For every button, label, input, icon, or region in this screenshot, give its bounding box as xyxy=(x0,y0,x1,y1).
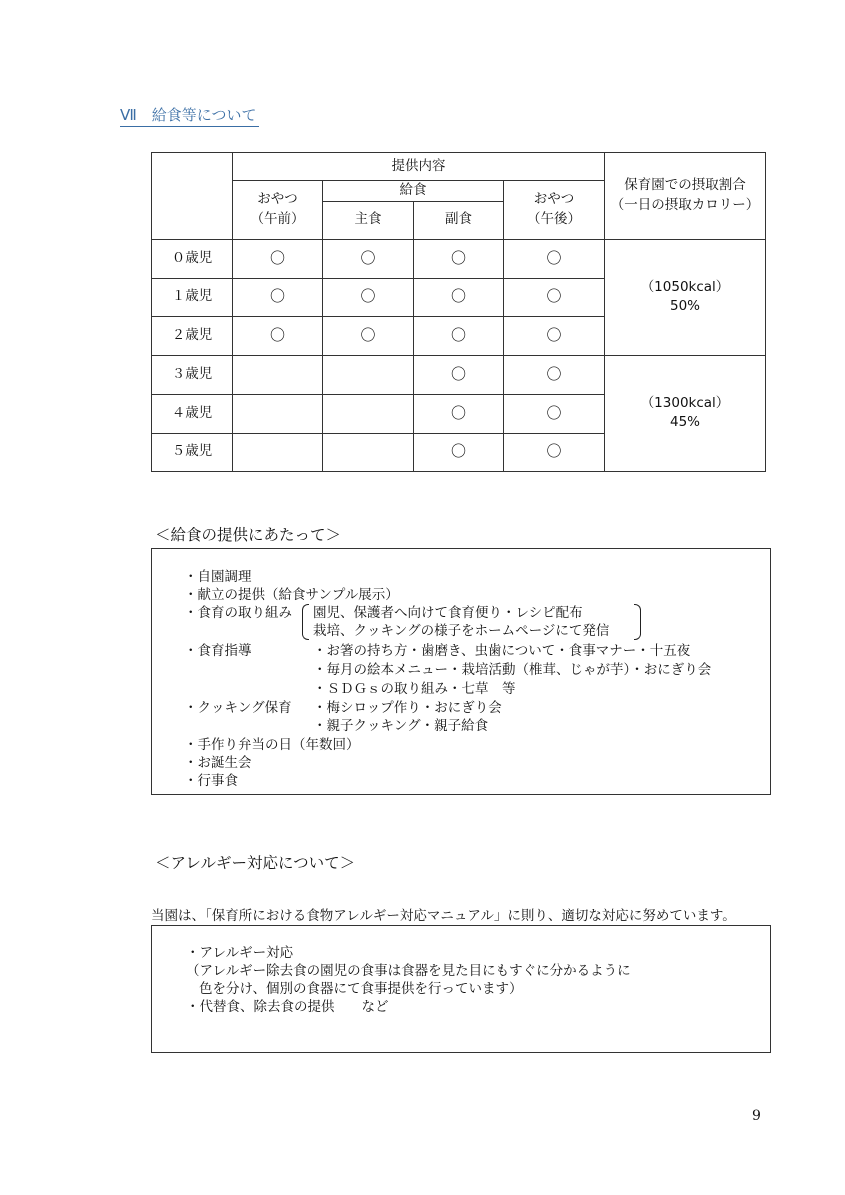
allergy-item-response: ・アレルギー対応 xyxy=(186,945,294,961)
section-heading xyxy=(120,104,259,127)
mark-cell: 〇 xyxy=(504,239,605,278)
page-number: 9 xyxy=(752,1108,761,1124)
allergy-item-substitute: ・代替食、除去食の提供 など xyxy=(186,999,389,1015)
empty-cell xyxy=(233,394,323,433)
meal-item-menu: ・献立の提供（給食サンプル展示） xyxy=(184,587,399,603)
intake-old-percent: 45% xyxy=(669,414,700,431)
intake-old-cell xyxy=(605,355,766,471)
allergy-note-line2: 色を分け、個別の食器にて食事提供を行っています） xyxy=(199,981,523,997)
right-brace xyxy=(634,604,641,640)
empty-cell xyxy=(323,394,414,433)
header-intake-line2: （一日の摂取カロリー） xyxy=(610,196,760,213)
allergy-section-title: ＜アレルギー対応について＞ xyxy=(155,854,356,872)
header-lunch: 給食 xyxy=(323,181,504,202)
header-snack-pm-line2: （午後） xyxy=(527,210,581,227)
table-corner-cell xyxy=(152,153,233,240)
mark-cell: 〇 xyxy=(414,278,504,316)
cooking-care-sub1: ・梅シロップ作り・おにぎり会 xyxy=(313,700,502,716)
age-cell: ３歳児 xyxy=(152,355,233,394)
empty-cell xyxy=(323,355,414,394)
mark-cell: 〇 xyxy=(504,355,605,394)
meal-item-bento-day: ・手作り弁当の日（年数回） xyxy=(184,737,360,753)
header-snack-pm-line1: おやつ xyxy=(533,191,575,208)
meal-item-event-meal: ・行事食 xyxy=(184,773,238,789)
food-education-sub1: 園児、保護者へ向けて食育便り・レシピ配布 xyxy=(313,605,583,621)
mark-cell: 〇 xyxy=(233,239,323,278)
header-snack-am-line1: おやつ xyxy=(257,191,298,208)
allergy-note-line1: （アレルギー除去食の園児の食事は食器を見た目にもすぐに分かるように xyxy=(186,963,631,979)
header-snack-am xyxy=(233,181,323,240)
guidance-sub2: ・毎月の絵本メニュー・栽培活動（椎茸、じゃが芋）・おにぎり会 xyxy=(313,662,712,678)
intake-young-percent: 50% xyxy=(669,298,700,315)
header-intake xyxy=(605,153,766,240)
meal-item-food-education: ・食育の取り組み xyxy=(184,605,292,621)
age-cell: ５歳児 xyxy=(152,433,233,471)
mark-cell: 〇 xyxy=(233,278,323,316)
age-cell: ０歳児 xyxy=(152,239,233,278)
empty-cell xyxy=(233,355,323,394)
mark-cell: 〇 xyxy=(414,394,504,433)
guidance-sub3: ・ＳＤＧｓの取り組み・七草 等 xyxy=(313,681,516,697)
section-title: 給食等について xyxy=(151,106,257,124)
header-staple: 主食 xyxy=(323,201,414,239)
age-cell: ４歳児 xyxy=(152,394,233,433)
food-education-sub2: 栽培、クッキングの様子をホームページにて発信 xyxy=(313,623,610,639)
left-brace xyxy=(302,604,309,640)
empty-cell xyxy=(233,433,323,471)
mark-cell: 〇 xyxy=(323,316,414,355)
mark-cell: 〇 xyxy=(414,239,504,278)
mark-cell: 〇 xyxy=(504,278,605,316)
allergy-intro-text: 当園は、「保育所における食物アレルギー対応マニュアル」に則り、適切な対応に努めています。 xyxy=(151,908,736,924)
mark-cell: 〇 xyxy=(233,316,323,355)
header-intake-line1: 保育園での摂取割合 xyxy=(624,177,746,194)
empty-cell xyxy=(323,433,414,471)
guidance-sub1: ・お箸の持ち方・歯磨き、虫歯について・食事マナー・十五夜 xyxy=(313,643,691,659)
mark-cell: 〇 xyxy=(414,355,504,394)
meal-item-birthday: ・お誕生会 xyxy=(184,755,252,771)
meal-section-title: ＜給食の提供にあたって＞ xyxy=(155,526,342,544)
intake-young-kcal: （1050kcal） xyxy=(640,278,730,295)
header-snack-pm xyxy=(504,181,605,240)
section-number: Ⅶ xyxy=(120,106,138,124)
header-snack-am-line2: （午前） xyxy=(250,210,305,227)
age-cell: １歳児 xyxy=(152,278,233,316)
meal-item-cooking-care: ・クッキング保育 xyxy=(184,700,292,716)
intake-old-kcal: （1300kcal） xyxy=(640,394,730,411)
intake-young-cell xyxy=(605,239,766,355)
meal-item-self-cooking: ・自園調理 xyxy=(184,569,252,585)
mark-cell: 〇 xyxy=(504,433,605,471)
mark-cell: 〇 xyxy=(414,433,504,471)
header-provision: 提供内容 xyxy=(233,153,605,181)
table-row xyxy=(152,239,766,278)
header-side: 副食 xyxy=(414,201,504,239)
meal-provision-table xyxy=(151,152,766,472)
mark-cell: 〇 xyxy=(414,316,504,355)
mark-cell: 〇 xyxy=(323,278,414,316)
cooking-care-sub2: ・親子クッキング・親子給食 xyxy=(313,718,489,734)
mark-cell: 〇 xyxy=(504,316,605,355)
table-row xyxy=(152,355,766,394)
mark-cell: 〇 xyxy=(323,239,414,278)
age-cell: ２歳児 xyxy=(152,316,233,355)
mark-cell: 〇 xyxy=(504,394,605,433)
meal-item-guidance: ・食育指導 xyxy=(184,643,252,659)
